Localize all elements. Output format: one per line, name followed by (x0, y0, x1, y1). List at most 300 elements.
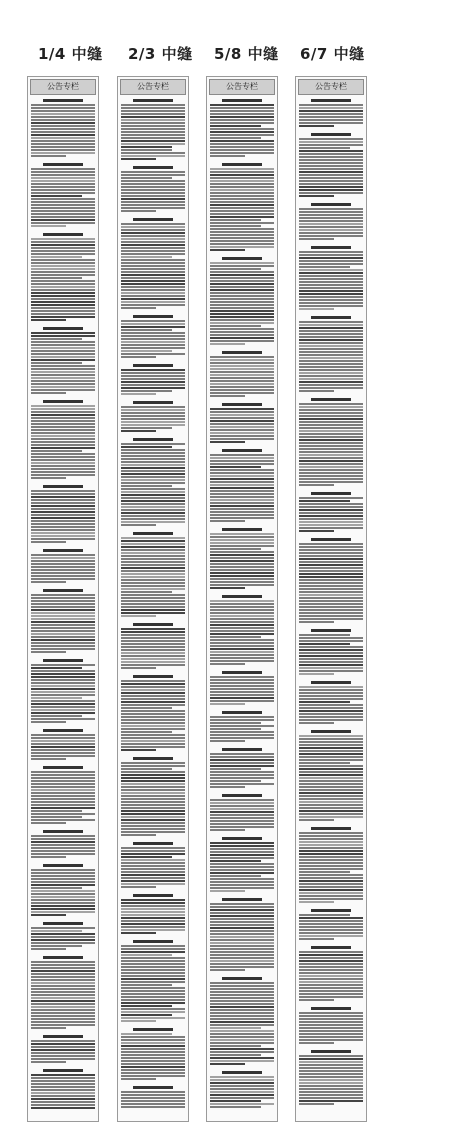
text-line (31, 994, 95, 996)
text-line (31, 286, 95, 288)
text-line (299, 439, 363, 441)
notice-heading (222, 595, 263, 598)
text-line (121, 470, 185, 472)
text-line (299, 472, 363, 474)
text-line (210, 930, 274, 932)
text-line (210, 633, 274, 635)
text-line (299, 673, 334, 675)
text-line (121, 271, 185, 273)
text-line (121, 683, 185, 685)
text-line (121, 372, 185, 374)
spacer (299, 624, 363, 627)
text-line (210, 918, 274, 920)
text-line (210, 292, 274, 294)
text-line (121, 378, 185, 380)
text-line (210, 927, 274, 929)
spacer (121, 359, 185, 362)
text-line (210, 180, 274, 182)
text-line (31, 718, 95, 720)
text-line (121, 798, 185, 800)
text-line (299, 208, 363, 210)
notice-heading (222, 403, 263, 406)
text-line (31, 819, 95, 821)
text-line (299, 816, 363, 818)
text-line (121, 667, 156, 669)
spacer (299, 311, 363, 314)
text-line (299, 290, 363, 292)
text-line (299, 801, 363, 803)
text-line (121, 512, 185, 514)
notice-heading (43, 830, 84, 833)
text-line (210, 356, 274, 358)
text-line (299, 412, 363, 414)
spacer (210, 398, 274, 401)
text-line (121, 917, 185, 919)
spacer (31, 1030, 95, 1033)
text-line (299, 254, 363, 256)
text-line (299, 771, 363, 773)
text-line (121, 232, 185, 234)
text-line (31, 976, 95, 978)
text-line (299, 235, 363, 237)
text-line (210, 731, 274, 733)
text-line (299, 177, 363, 179)
text-line (31, 268, 95, 270)
text-line (210, 663, 245, 665)
text-line (31, 1098, 95, 1100)
text-line (210, 645, 274, 647)
text-line (299, 686, 363, 688)
text-line (121, 265, 185, 267)
text-line (299, 186, 363, 188)
text-line (121, 430, 156, 432)
notice-column-2 (117, 76, 189, 1122)
text-line (299, 287, 363, 289)
spacer (31, 158, 95, 161)
text-line (31, 219, 95, 221)
text-line (210, 802, 274, 804)
text-line (210, 768, 261, 770)
spacer (31, 584, 95, 587)
text-line (210, 697, 274, 699)
text-line (210, 234, 274, 236)
text-line (121, 1014, 172, 1016)
text-line (31, 523, 95, 525)
text-line (121, 707, 172, 709)
text-line (121, 1075, 185, 1077)
notice-heading (43, 922, 84, 925)
spacer (299, 1002, 363, 1005)
notice-heading (311, 1007, 352, 1010)
text-line (210, 216, 274, 218)
text-line (299, 113, 363, 115)
text-line (121, 743, 185, 745)
text-line (210, 301, 274, 303)
text-line (31, 426, 95, 428)
text-line (31, 853, 95, 855)
text-line (31, 706, 95, 708)
text-line (121, 771, 185, 773)
text-line (31, 609, 95, 611)
text-line (121, 564, 185, 566)
text-line (121, 762, 185, 764)
spacer (31, 654, 95, 657)
notice-heading (311, 316, 352, 319)
text-line (121, 695, 185, 697)
text-line (121, 338, 185, 340)
text-line (121, 146, 172, 148)
text-line (121, 455, 185, 457)
text-line (31, 838, 95, 840)
text-line (210, 174, 274, 176)
text-line (299, 1094, 363, 1096)
text-line (299, 753, 363, 755)
text-line (210, 392, 274, 394)
text-line (31, 338, 82, 340)
text-line (299, 741, 363, 743)
text-line (121, 774, 185, 776)
text-line (121, 780, 185, 782)
text-line (210, 860, 261, 862)
text-line (31, 1095, 95, 1097)
text-line (299, 305, 363, 307)
text-line (31, 289, 95, 291)
text-line (299, 975, 363, 977)
text-line (121, 649, 185, 651)
text-line (299, 390, 334, 392)
text-line (210, 740, 245, 742)
text-line (121, 543, 185, 545)
text-line (299, 637, 363, 639)
text-line (121, 189, 185, 191)
text-line (210, 774, 274, 776)
text-line (299, 263, 363, 265)
text-line (31, 526, 95, 528)
text-line (121, 749, 156, 751)
text-line (31, 737, 95, 739)
text-line (299, 993, 363, 995)
text-line (31, 792, 95, 794)
text-line (299, 296, 363, 298)
text-line (121, 908, 185, 910)
text-line (299, 926, 363, 928)
text-line (31, 107, 95, 109)
text-line (210, 851, 274, 853)
text-line (299, 889, 363, 891)
text-line (299, 1027, 363, 1029)
text-line (121, 268, 185, 270)
text-line (210, 1076, 274, 1078)
text-line (210, 520, 245, 522)
text-line (210, 441, 245, 443)
text-line (210, 982, 274, 984)
text-line (299, 327, 363, 329)
text-line (299, 966, 363, 968)
text-line (299, 144, 363, 146)
text-line (31, 844, 95, 846)
text-line (210, 359, 274, 361)
text-line (299, 153, 363, 155)
spacer (299, 725, 363, 728)
text-line (210, 377, 274, 379)
text-line (210, 277, 274, 279)
text-line (210, 438, 274, 440)
text-line (210, 1033, 274, 1035)
notice-heading (222, 257, 263, 260)
text-line (121, 503, 185, 505)
text-line (31, 945, 82, 947)
text-line (121, 491, 185, 493)
notice-heading (222, 99, 263, 102)
text-line (121, 816, 185, 818)
spacer (121, 1023, 185, 1026)
text-line (299, 454, 363, 456)
text-line (121, 631, 185, 633)
text-line (31, 468, 95, 470)
text-line (299, 597, 363, 599)
text-line (299, 1100, 363, 1102)
text-line (210, 411, 274, 413)
text-line (31, 948, 66, 950)
spacer (210, 706, 274, 709)
text-line (299, 585, 363, 587)
text-line (31, 432, 95, 434)
text-line (299, 701, 350, 703)
text-line (121, 615, 156, 617)
notice-heading (311, 1050, 352, 1053)
text-line (121, 110, 185, 112)
text-line (121, 515, 185, 517)
text-line (121, 996, 185, 998)
text-line (121, 920, 185, 922)
text-line (210, 1085, 274, 1087)
text-line (121, 375, 185, 377)
text-line (121, 609, 185, 611)
text-line (299, 211, 363, 213)
text-line (31, 835, 95, 837)
text-line (299, 774, 363, 776)
text-line (31, 204, 95, 206)
text-line (210, 536, 274, 538)
text-line (121, 549, 185, 551)
text-line (31, 566, 95, 568)
text-line (121, 637, 185, 639)
text-line (210, 845, 274, 847)
text-line (299, 1018, 363, 1020)
text-line (299, 272, 363, 274)
text-line (31, 967, 95, 969)
text-line (299, 558, 363, 560)
text-line (299, 895, 363, 897)
text-line (210, 1063, 245, 1065)
text-line (31, 505, 95, 507)
text-line (299, 284, 363, 286)
text-line (210, 903, 274, 905)
text-line (210, 572, 274, 574)
text-line (121, 899, 185, 901)
text-line (299, 798, 363, 800)
text-line (210, 417, 274, 419)
notice-heading (133, 218, 174, 221)
text-line (299, 1091, 363, 1093)
text-line (31, 1046, 95, 1048)
text-line (299, 938, 334, 940)
text-line (299, 484, 334, 486)
text-line (31, 493, 95, 495)
text-line (210, 575, 274, 577)
text-line (31, 274, 95, 276)
notice-heading (43, 589, 84, 592)
text-line (121, 582, 185, 584)
column-title-1: 1/4 中缝 (38, 45, 103, 63)
text-line (299, 957, 363, 959)
text-line (121, 1048, 185, 1050)
text-line (299, 935, 363, 937)
spacer (299, 241, 363, 244)
text-line (210, 1030, 274, 1032)
text-line (31, 168, 95, 170)
text-line (299, 561, 363, 563)
text-line (31, 878, 95, 880)
text-line (31, 688, 95, 690)
text-line (121, 256, 172, 258)
text-line (299, 238, 334, 240)
text-line (31, 636, 95, 638)
text-line (31, 459, 95, 461)
text-line (210, 395, 245, 397)
text-line (210, 380, 274, 382)
text-line (121, 807, 185, 809)
text-line (121, 449, 185, 451)
text-line (121, 734, 185, 736)
text-line (210, 994, 274, 996)
text-line (210, 386, 274, 388)
text-line (210, 991, 274, 993)
text-line (299, 692, 363, 694)
text-line (31, 356, 95, 358)
text-line (210, 618, 274, 620)
text-line (121, 506, 185, 508)
spacer (31, 480, 95, 483)
text-line (121, 813, 185, 815)
text-line (299, 789, 363, 791)
spacer (210, 444, 274, 447)
text-line (121, 518, 185, 520)
spacer (210, 158, 274, 161)
text-line (210, 771, 274, 773)
text-line (121, 152, 185, 154)
text-line (299, 1064, 363, 1066)
notice-heading (311, 681, 352, 684)
text-line (210, 168, 274, 170)
text-line (121, 704, 185, 706)
text-line (299, 707, 363, 709)
text-line (299, 257, 363, 259)
text-line (31, 997, 95, 999)
text-line (210, 700, 274, 702)
text-line (210, 997, 274, 999)
text-line (210, 131, 274, 133)
text-line (31, 939, 95, 941)
text-line (121, 128, 185, 130)
text-line (210, 490, 274, 492)
text-line (210, 484, 274, 486)
text-line (210, 265, 274, 267)
text-line (31, 201, 95, 203)
text-line (210, 924, 274, 926)
text-line (31, 222, 95, 224)
text-line (31, 177, 95, 179)
text-line (299, 424, 363, 426)
text-line (210, 408, 274, 410)
text-line (31, 682, 95, 684)
spacer (121, 935, 185, 938)
text-line (299, 567, 363, 569)
text-line (210, 119, 274, 121)
text-line (121, 561, 185, 563)
notice-heading (133, 166, 174, 169)
text-line (121, 107, 185, 109)
text-line (210, 808, 274, 810)
text-line (299, 174, 363, 176)
text-line (31, 771, 95, 773)
text-line (210, 243, 274, 245)
text-line (210, 469, 274, 471)
text-line (121, 1008, 185, 1010)
text-line (31, 389, 95, 391)
text-line (299, 804, 363, 806)
text-line (31, 597, 95, 599)
text-line (299, 853, 363, 855)
text-line (299, 716, 363, 718)
text-line (299, 698, 363, 700)
text-line (299, 634, 350, 636)
text-line (299, 972, 363, 974)
text-line (210, 262, 274, 264)
text-line (210, 249, 245, 251)
notice-heading (311, 246, 352, 249)
text-line (299, 932, 363, 934)
text-line (31, 149, 95, 151)
text-line (299, 552, 363, 554)
text-line (31, 529, 95, 531)
text-line (121, 223, 185, 225)
text-line (121, 655, 185, 657)
text-line (210, 942, 274, 944)
text-line (31, 624, 95, 626)
text-line (121, 329, 172, 331)
text-line (121, 421, 185, 423)
text-line (210, 854, 274, 856)
text-line (121, 180, 185, 182)
text-line (299, 883, 363, 885)
text-line (121, 932, 156, 934)
text-line (121, 969, 185, 971)
text-line (121, 458, 185, 460)
text-line (299, 518, 363, 520)
text-line (299, 229, 363, 231)
text-line (31, 207, 95, 209)
text-line (121, 570, 185, 572)
text-line (31, 569, 95, 571)
text-line (299, 1061, 363, 1063)
text-line (299, 503, 363, 505)
notice-heading (133, 940, 174, 943)
text-line (31, 630, 95, 632)
text-line (299, 722, 334, 724)
text-line (121, 137, 185, 139)
text-line (299, 220, 363, 222)
